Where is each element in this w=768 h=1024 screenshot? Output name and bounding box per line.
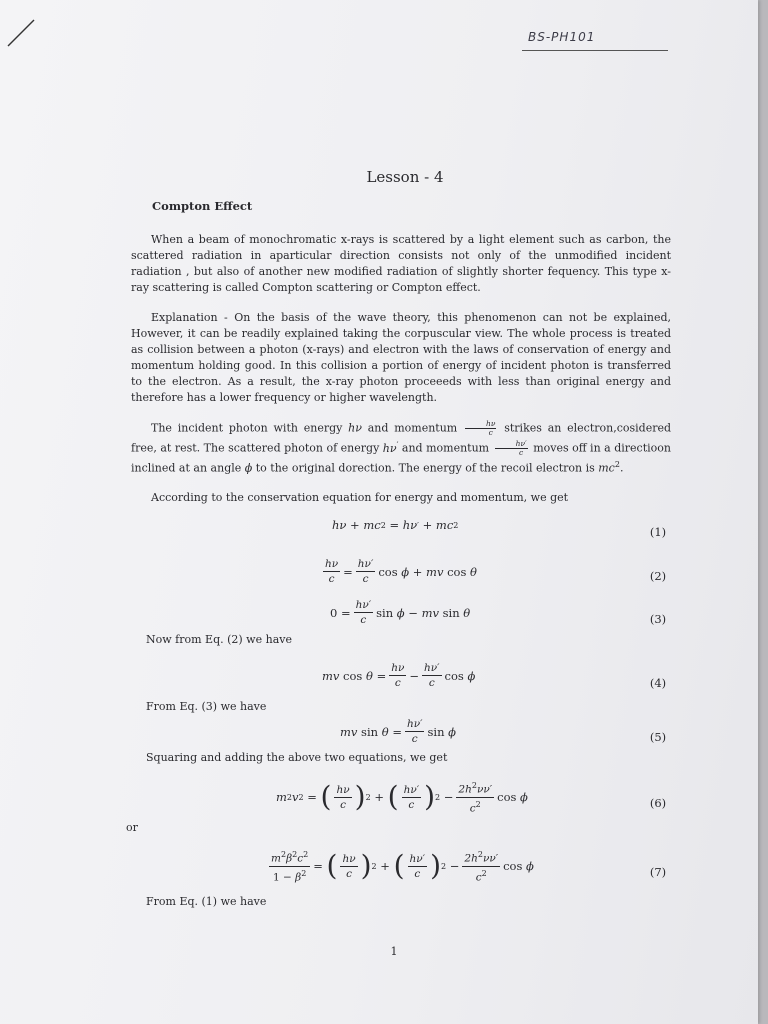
- paragraph-incident-photon: The incident photon with energy hν and momentum $\frac{h\nu}{c}$ strikes an electron,cosidered free, at rest. The scattered photon of energy hν′ and momentum $\frac{h\nu'}{c}$ moves off in a directioon inclined at an angle ϕ to the original dorection. The energy of the recoil electron is $mc^2$.: [131, 419, 672, 475]
- lead-squaring: Squaring and adding the above two equations, we get: [146, 751, 448, 764]
- page-number: 1: [390, 945, 398, 958]
- paragraph-conservation: According to the conservation equation for energy and momentum, we get: [151, 491, 569, 504]
- equation-2: $\frac{h\nu}{c}$ = $\frac{h\nu'}{c}$ cos ϕ + mv cos θ: [325, 558, 477, 585]
- lesson-heading: Lesson - 4: [366, 168, 444, 186]
- equation-number-2: (2): [649, 569, 667, 583]
- equation-7: $\frac{m^2\beta^2c^2}{1 - \beta^2}$ = ( $\frac{h\nu}{c}$ ) 2 + ( $\frac{h\nu'}{c}$ ) 2 − $\frac{2h^2\nu\nu'}{c^2}$ cos ϕ: [271, 849, 534, 883]
- p3-text-a: The incident photon with energy: [151, 421, 343, 435]
- p3-text-f: to the original dorection. The energy of the recoil electron is: [255, 461, 595, 475]
- equation-1: hν + mc 2 = hν ′ + mc 2: [332, 518, 459, 532]
- p3-text-c: strikes an electron,cosidered free, at rest. The scattered photon of energy: [131, 421, 672, 455]
- equation-number-7: (7): [649, 865, 667, 879]
- equation-number-6: (6): [649, 796, 667, 810]
- equation-3: 0 = $\frac{h\nu'}{c}$ sin ϕ − mv sin θ: [330, 599, 471, 626]
- equation-number-3: (3): [649, 612, 667, 626]
- lead-or: or: [126, 821, 138, 834]
- pen-stroke-mark: [4, 12, 44, 52]
- handwritten-underline: [522, 50, 668, 51]
- equation-6: m 2 v 2 = ( $\frac{h\nu}{c}$ ) 2 + ( $\frac{h\nu'}{c}$ ) 2 − $\frac{2h^2\nu\nu'}{c^2}$ cos ϕ: [276, 780, 528, 814]
- equation-5: mv sin θ = $\frac{h\nu'}{c}$ sin ϕ: [340, 718, 456, 745]
- lead-from-eq3: From Eq. (3) we have: [146, 700, 267, 713]
- lead-from-eq1: From Eq. (1) we have: [146, 895, 267, 908]
- equation-4: mv cos θ = $\frac{h\nu}{c}$ − $\frac{h\nu'}{c}$ cos ϕ: [322, 662, 476, 689]
- paragraph-intro: When a beam of monochromatic x-rays is scattered by a light element such as carbon, the scattered radiation in aparticular direction consists not only of the unmodified incident radiation , but also of another new modified radiation of slightly shorter fequency. This type x-ray scattering is called Compton scattering or Compton effect.: [131, 233, 671, 294]
- p3-text-b: and momentum: [367, 421, 458, 435]
- section-title: Compton Effect: [152, 199, 253, 213]
- equation-number-5: (5): [649, 730, 667, 744]
- p3-text-e: moves off in a directioon inclined at an angle: [131, 441, 671, 475]
- equation-number-4: (4): [649, 676, 667, 690]
- equation-number-1: (1): [649, 525, 667, 539]
- handwritten-course-code: BS-PH101: [528, 30, 596, 44]
- p3-text-d: and momentum: [401, 441, 490, 455]
- paragraph-explanation: Explanation - On the basis of the wave theory, this phenomenon can not be explained, However, it can be readily explained taking the corpuscular view. The whole process is treated as collision between a photon (x-rays) and electron with the laws of conservation of energy and momentum holding good. In this collision a portion of energy of incident photon is transferred to the electron. As a result, the x-ray photon proceeeds with less than original energy and therefore has a lower frequency or higher wavelength.: [131, 311, 671, 404]
- lead-from-eq2: Now from Eq. (2) we have: [146, 633, 292, 646]
